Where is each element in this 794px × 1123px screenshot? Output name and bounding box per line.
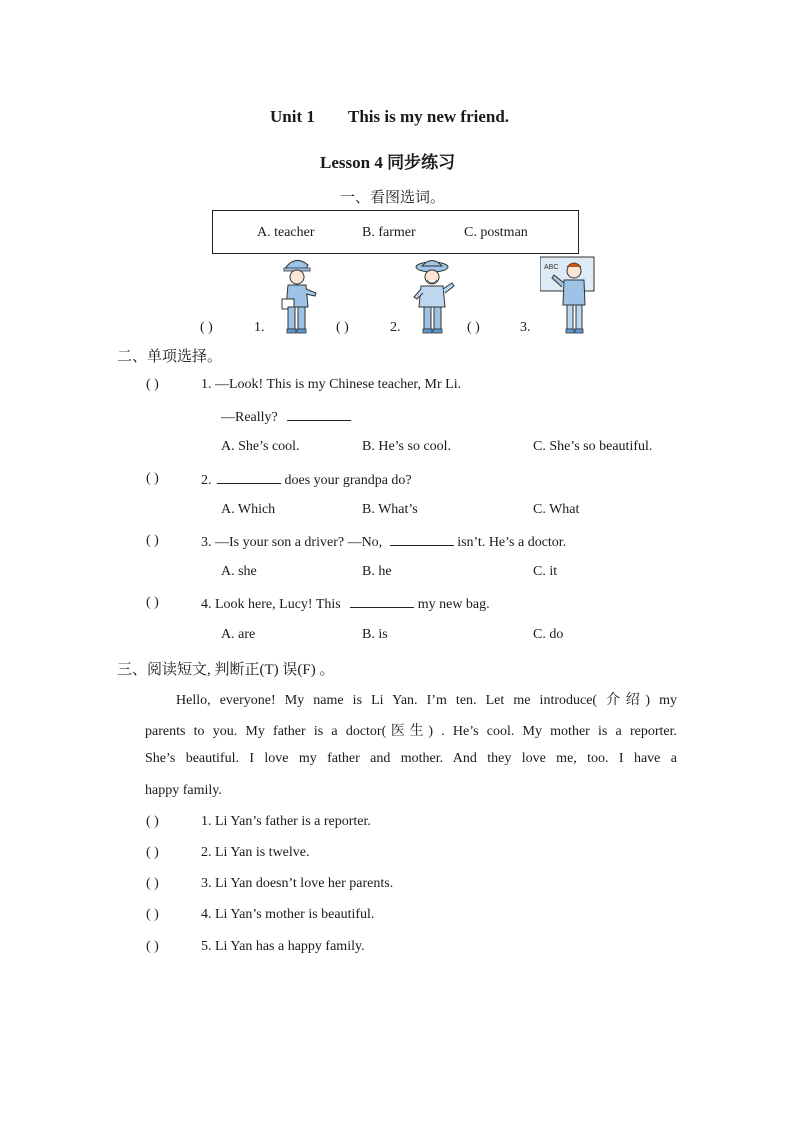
statement-text: 3. Li Yan doesn’t love her parents. (201, 876, 394, 891)
passage-line: Hello, everyone! My name is Li Yan. I’m ten. Let me introduce( 介绍) my (176, 693, 677, 708)
option-b: B. What’s (362, 502, 418, 517)
item-number: 3. (520, 320, 531, 335)
unit-title: This is my new friend. (348, 107, 510, 126)
option-b: B. He’s so cool. (362, 439, 452, 454)
passage-line: happy family. (145, 783, 222, 798)
part3-heading: 三、阅读短文, 判断正(T) 误(F) 。 (117, 662, 335, 678)
statement-text: 1. Li Yan’s father is a reporter. (201, 814, 371, 829)
answer-blank[interactable] (217, 471, 281, 484)
part2-heading: 二、单项选择。 (117, 349, 223, 365)
option-c: C. She’s so beautiful. (533, 439, 653, 454)
board-text: ABC (544, 264, 559, 271)
answer-paren[interactable]: ( ) (146, 907, 159, 922)
answer-paren[interactable]: ( ) (146, 814, 159, 829)
question-stem-text: 3. —Is your son a driver? —No, (201, 535, 383, 550)
unit-label: Unit 1 (270, 107, 315, 126)
question-stem-line2 (221, 408, 351, 426)
question-number: 2. (201, 473, 212, 488)
lesson-title: Lesson 4 同步练习 (320, 153, 456, 172)
question-stem-text: my new bag. (417, 597, 490, 612)
answer-paren[interactable]: ( ) (146, 377, 159, 392)
question-stem: 1. —Look! This is my Chinese teacher, Mr Li. (201, 377, 462, 392)
question-stem-text: 4. Look here, Lucy! This (201, 597, 341, 612)
question-stem (201, 595, 490, 613)
question-stem (201, 471, 412, 489)
answer-blank[interactable] (350, 595, 414, 608)
answer-paren[interactable]: ( ) (146, 939, 159, 954)
option-c: C. do (533, 627, 564, 642)
farmer-figure (408, 255, 460, 335)
question-stem-text: isn’t. He’s a doctor. (457, 535, 567, 550)
teacher-figure (540, 255, 596, 335)
passage-line: She’s beautiful. I love my father and mother. And they love me, too. I have a (145, 751, 677, 766)
item-number: 1. (254, 320, 265, 335)
option-a: A. she (221, 564, 257, 579)
answer-blank[interactable] (287, 408, 351, 421)
answer-blank[interactable] (390, 533, 454, 546)
answer-paren[interactable]: ( ) (146, 533, 159, 548)
word-option-c: C. postman (464, 225, 528, 240)
question-stem-text: does your grandpa do? (284, 473, 412, 488)
option-a: A. Which (221, 502, 276, 517)
statement-text: 5. Li Yan has a happy family. (201, 939, 365, 954)
answer-paren[interactable]: ( ) (146, 845, 159, 860)
question-stem-text: —Really? (221, 410, 278, 425)
answer-paren[interactable]: ( ) (146, 876, 159, 891)
statement-text: 2. Li Yan is twelve. (201, 845, 310, 860)
word-option-b: B. farmer (362, 225, 416, 240)
option-a: A. are (221, 627, 256, 642)
answer-paren[interactable]: ( ) (467, 320, 480, 335)
question-stem (201, 533, 566, 551)
option-b: B. is (362, 627, 388, 642)
statement-text: 4. Li Yan’s mother is beautiful. (201, 907, 375, 922)
option-a: A. She’s cool. (221, 439, 300, 454)
item-number: 2. (390, 320, 401, 335)
postman-figure (276, 255, 320, 335)
answer-paren[interactable]: ( ) (336, 320, 349, 335)
passage-line: parents to you. My father is a doctor(医生) . He’s cool. My mother is a reporter. (145, 724, 677, 739)
part1-heading: 一、看图选词。 (340, 190, 446, 206)
answer-paren[interactable]: ( ) (200, 320, 213, 335)
word-option-a: A. teacher (257, 225, 315, 240)
option-c: C. What (533, 502, 580, 517)
answer-paren[interactable]: ( ) (146, 471, 159, 486)
answer-paren[interactable]: ( ) (146, 595, 159, 610)
option-c: C. it (533, 564, 558, 579)
option-b: B. he (362, 564, 392, 579)
